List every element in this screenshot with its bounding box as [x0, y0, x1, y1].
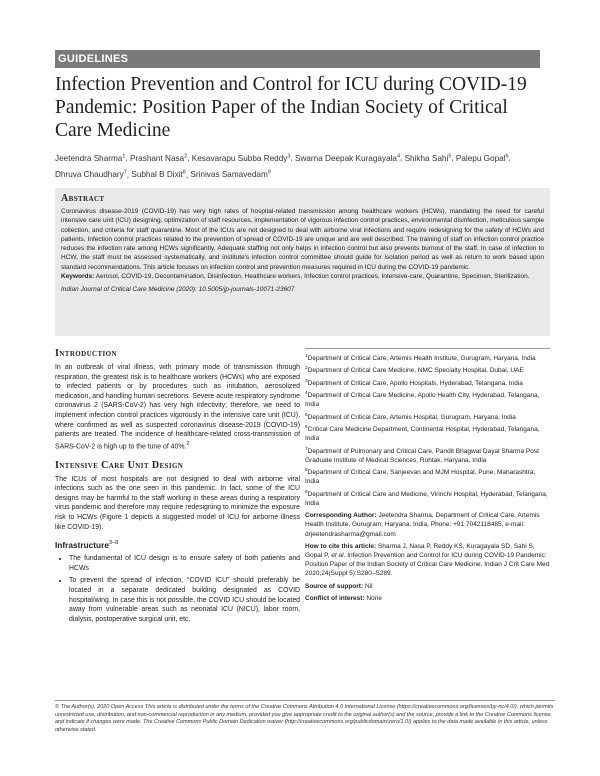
intro-heading: Introduction — [55, 348, 117, 359]
how-to-cite: How to cite this article: Sharma J, Nasa P, Reddy KS, Kuragayala SD, Sahi S, Gopal P, et al. Infection Prevention and Control for ICU during COVID-19 Pandemic: Position Paper of the Indian Society of Critical Care Medicine. Indian J Crit Care Med 2020;24(Suppl 5):S280–S289. — [305, 542, 550, 578]
affiliation: $^8$Department of Critical Care, Sanjeevan and MJM Hospital, Pune, Maharashtra, India — [305, 468, 536, 486]
author: Dhruva Chaudhary$^7$ — [55, 169, 127, 180]
author: Kesavarapu Subba Reddy$^3$ — [191, 153, 291, 163]
affiliation: $^3$Department of Critical Care, Apollo Hospitals, Hyderabad, Telangana, India — [305, 378, 523, 387]
title-line: Care Medicine — [55, 120, 171, 141]
infrastructure-list — [55, 554, 300, 624]
abstract-box — [55, 188, 550, 336]
affiliation: $^2$Department of Critical Care Medicine, NMC Specialty Hospital, Dubai, UAE — [305, 366, 524, 375]
abstract-heading: Abstract — [61, 193, 105, 204]
license-footer — [55, 700, 555, 734]
conflict-of-interest: Conflict of interest: None — [305, 594, 382, 602]
list-item: • The fundamental of ICU design is to ensure safety of both patients and HCWs — [69, 554, 300, 573]
corresponding-author: Corresponding Author: Jeetendra Sharma, Department of Critical Care, Artemis Health Institute, Gurugram, Haryana, India, Phone: +91 7042118485, e-mail: drjeetendrasharma@gmail.com — [305, 512, 540, 538]
affiliation: $^7$Department of Pulmonary and Critical Care, Pandit Bhagwat Dayal Sharma Post Graduate Institute of Medical Sciences, Rohtak, Haryana, India — [305, 446, 539, 464]
divider — [305, 348, 550, 349]
author-list: Jeetendra Sharma$^1$, Prashant Nasa$^2$, Kesavarapu Subba Reddy$^3$, Swarna Deepak Kuragayala$^4$, Shikha Sahi$^5$, Palepu Gopal$^6$, Dhruva Chaudhary$^7$, Subhal B Dixit$^8$, Srinivas Samavedam$^9$ — [55, 153, 511, 180]
keywords: Keywords: Aerosol, COVID-19, Decontamination, Disinfection, Healthcare workers, Infection control practices, Intensive-care, Quarantine, Specimen, Sterilization. — [61, 273, 530, 281]
abstract-text: Coronavirus disease-2019 (COVID-19) has very high rates of hospital-related transmission among healthcare workers (HCWs), mandating the need for careful intensive care unit (ICU) designing, optimization of staff resources, implementation of vigorous infection control practices, environmental disinfection, meticulous sample collection, and criteria for staff quarantine. Most of the ICUs are not designed to deal with airborne viral infections and require redesigning for the safety of HCWs and patients. Infection control practices related to the prevention of spread of COVID-19 are unique and are well described. The training of staff on infection control practice reduces the infection rate among HCWs significantly. Adequate staffing not only helps in infection control but also prevents burnout of the staff. In case of infection to HCW, the staff must be assessed systematically, and institute's infection control committee should guide for isolation period as well as return to work based upon standard recommendations. This article focuses on infection control and prevention measures required in ICU during the COVID-19 pandemic. — [61, 208, 544, 271]
icu-design-heading: Intensive Care Unit Design — [55, 459, 184, 471]
icu-design-text: The ICUs of most hospitals are not designed to deal with airborne viral infections such as the one seen in this pandemic. In fact, some of the ICU designs may be harmful to the staff working in these areas during a respiratory virus pandemic and therefore may require redesigning to minimize the exposure risk to HCWs (Figure 1 depicts a suggested model of ICU for airborne illness like COVID-19). — [55, 475, 300, 531]
author: Prashant Nasa$^2$ — [129, 153, 188, 163]
license-text: © The Author(s). 2020 Open Access This article is distributed under the terms of the Creative Commons Attribution 4.0 International License (https://creativecommons.org/licenses/by-nc/4.0/), which permits unrestricted use, distribution, and non-commercial reproduction in any medium, provided you give appropriate credit to the original author(s) and the source, provide a link to the Creative Commons license, and indicate if changes were made. The Creative Commons Public Domain Dedication waiver (http://creativecommons.org/publicdomain/zero/1.0/) applies to the data made available in this article, unless otherwise stated. — [55, 704, 554, 733]
author: Swarna Deepak Kuragayala$^4$ — [295, 153, 401, 163]
affiliation: $^5$Department of Critical Care, Artemis Hospital, Gurugram, Haryana, India — [305, 412, 516, 421]
affiliation: $^9$Department of Critical Care and Medicine, Virinchi Hospital, Hyderabad, Telangana, India — [305, 489, 548, 508]
title-line: Pandemic: Position Paper of the Indian Society of Critical — [55, 97, 508, 118]
title-line: Infection Prevention and Control for ICU during COVID-19 — [55, 74, 527, 95]
affiliation: $^4$Department of Critical Care Medicine, Apollo Health City, Hyderabad, Telangana, India — [305, 391, 540, 409]
affiliation: $^1$Department of Critical Care, Artemis Health Institute, Gurugram, Haryana, India — [305, 354, 536, 363]
affiliation: $^6$Critical Care Medicine Department, Continental Hospital, Hyderabad, Telangana, India — [305, 425, 540, 443]
section-tag: GUIDELINES — [55, 50, 540, 68]
infrastructure-heading: Infrastructure$^{3-8}$ — [55, 540, 119, 551]
intro-text: In an outbreak of viral illness, with primary mode of transmission through respiration, the greatest risk is to healthcare workers (HCWs) who are exposed to infected patients or by procedures such as intubation, aerosolized medication, and handling human secretions. Severe acute respiratory syndrome coronavirus 2 (SARS-CoV-2) has very high infectivity; therefore, we need to implement infection control practices vigorously in the intensive care unit (ICU), where confirmed as well as suspected coronavirus disease-2019 (COVID-19) patients are treated. The incidence of healthcare-related cross-transmission of SARS-CoV-2 is high up to the tune of 40%.$^2$ — [55, 364, 300, 451]
left-column — [55, 348, 300, 627]
paper-title — [55, 73, 555, 142]
author: Palepu Gopal$^6$ — [455, 153, 509, 163]
source-of-support: Source of support: Nil — [305, 582, 373, 590]
author: Srinivas Samavedam$^9$ — [190, 169, 271, 180]
author: Jeetendra Sharma$^1$ — [55, 153, 126, 163]
right-column — [305, 348, 550, 606]
journal-citation: Indian Journal of Critical Care Medicine (2020): 10.5005/jp-journals-10071-23607 — [61, 286, 295, 294]
author: Subhal B Dixit$^8$ — [131, 169, 186, 180]
list-item: • To prevent the spread of infection, “COVID ICU” should preferably be located in a separate dedicated building designated as COVID hospital/wing. In case this is not possible, the COVID ICU should be located away from vulnerable areas such as neonatal ICU (NICU), labor room, dialysis, postoperative surgical unit, etc. — [69, 576, 300, 624]
author: Shikha Sahi$^5$ — [404, 153, 452, 163]
